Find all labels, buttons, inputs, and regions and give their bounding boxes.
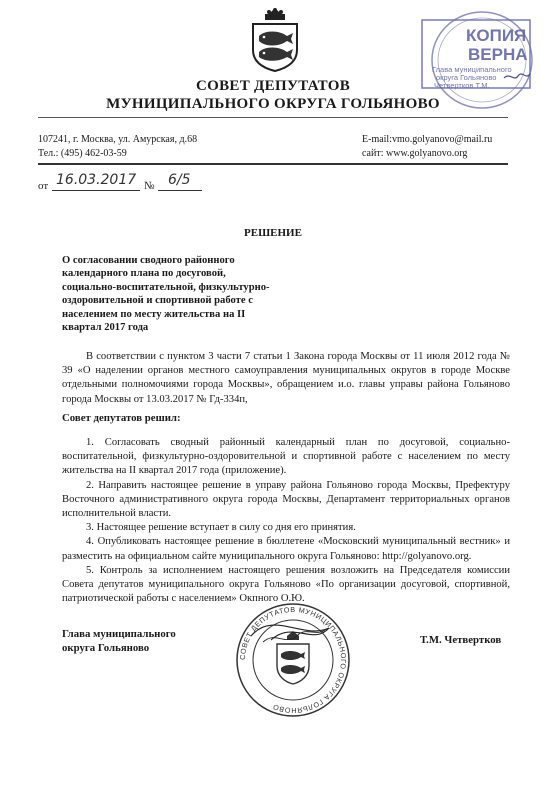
subject-line: оздоровительной и спортивной работе с <box>62 295 253 307</box>
signatory-name: Т.М. Четвертков <box>420 634 502 646</box>
seal-ring-text: СОВЕТ ДЕПУТАТОВ МУНИЦИПАЛЬНОГО ОКРУГА ГОЛЬЯНОВО <box>237 604 349 716</box>
stamp-position-line1: Глава муниципального <box>432 65 512 74</box>
decision-items <box>62 436 510 606</box>
subject-line: О согласовании сводного районного <box>62 255 235 266</box>
address-text: 107241, г. Москва, ул. Амурская, д.68 <box>38 134 198 145</box>
coat-of-arms-emblem <box>247 6 303 72</box>
number-underline <box>158 190 202 191</box>
decision-item: 5. Контроль за исполнением настоящего решения возложить на Председателя комиссии Совета депутатов муниципального округа Гольяново «По организации досуговой, спортивной, патриотической работы с населением» Окпного О.Ю. <box>62 564 510 605</box>
decision-heading: РЕШЕНИЕ <box>244 227 302 239</box>
subject-line: социально-воспитательной, физкультурно- <box>62 281 270 293</box>
stamp-copy-label: КОПИЯ <box>466 26 527 45</box>
subject-line: календарного плана по досуговой, <box>62 268 226 280</box>
official-seal <box>233 600 353 720</box>
header-divider <box>38 117 508 118</box>
council-subtitle: МУНИЦИПАЛЬНОГО ОКРУГА ГОЛЬЯНОВО <box>106 96 440 112</box>
phone-text: Тел.: (495) 462-03-59 <box>38 148 127 159</box>
position-line: округа Гольяново <box>62 642 150 654</box>
preamble-paragraph: В соответствии с пунктом 3 части 7 статьи 1 Закона города Москвы от 11 июля 2012 года № 39 «О наделении органов местного самоуправления муниципальных округов в городе Москве отдельными полномочиями города Москвы», обращением и.о. главы управы района Гольяново города Москвы от 13.03.2017 № Гд-334п, <box>62 351 510 405</box>
handwritten-number: 6/5 <box>168 172 191 188</box>
website-text: сайт: www.golyanovo.org <box>362 148 468 159</box>
stamp-name: Четвертков Т.М. <box>434 81 490 90</box>
date-underline <box>52 190 140 191</box>
subject-line: населением по месту жительства на II <box>62 308 246 320</box>
stamp-position-line2: округа Гольяново <box>436 73 497 82</box>
stamp-true-label: ВЕРНА <box>468 45 528 64</box>
signatory-position <box>62 627 176 655</box>
council-title: СОВЕТ ДЕПУТАТОВ <box>195 78 351 94</box>
decision-item: 4. Опубликовать настоящее решение в бюллетене «Московский муниципальный вестник» и разместить на официальном сайте муниципального округа Гольяново: http://golyanovo.org. <box>62 536 510 562</box>
email-text: E-mail:vmo.golyanovo@mail.ru <box>362 134 493 145</box>
subject-line: квартал 2017 года <box>62 322 149 334</box>
svg-text:СОВЕТ ДЕПУТАТОВ МУНИЦИПАЛЬНОГО <box>238 605 348 715</box>
decision-item: 1. Согласовать сводный районный календарный план по досуговой, социально-воспитательной, физкультурно-оздоровительной и спортивной работе с населением по месту жительства на II квартал 2017 года (приложение). <box>62 437 510 477</box>
date-prefix: от <box>38 180 49 192</box>
handwritten-date: 16.03.2017 <box>56 172 137 188</box>
contacts-divider <box>38 163 508 165</box>
decision-item: 2. Направить настоящее решение в управу района Гольяново города Москвы, Префектуру Восточного административного округа города Москвы, Департамент территориальных органов исполнительной власти. <box>62 479 510 520</box>
position-line: Глава муниципального <box>62 628 176 640</box>
number-prefix: № <box>144 180 155 192</box>
decision-subject <box>62 254 282 334</box>
decision-item: 3. Настоящее решение вступает в силу со дня его принятия. <box>86 522 356 534</box>
resolved-label: Совет депутатов решил: <box>62 412 181 424</box>
